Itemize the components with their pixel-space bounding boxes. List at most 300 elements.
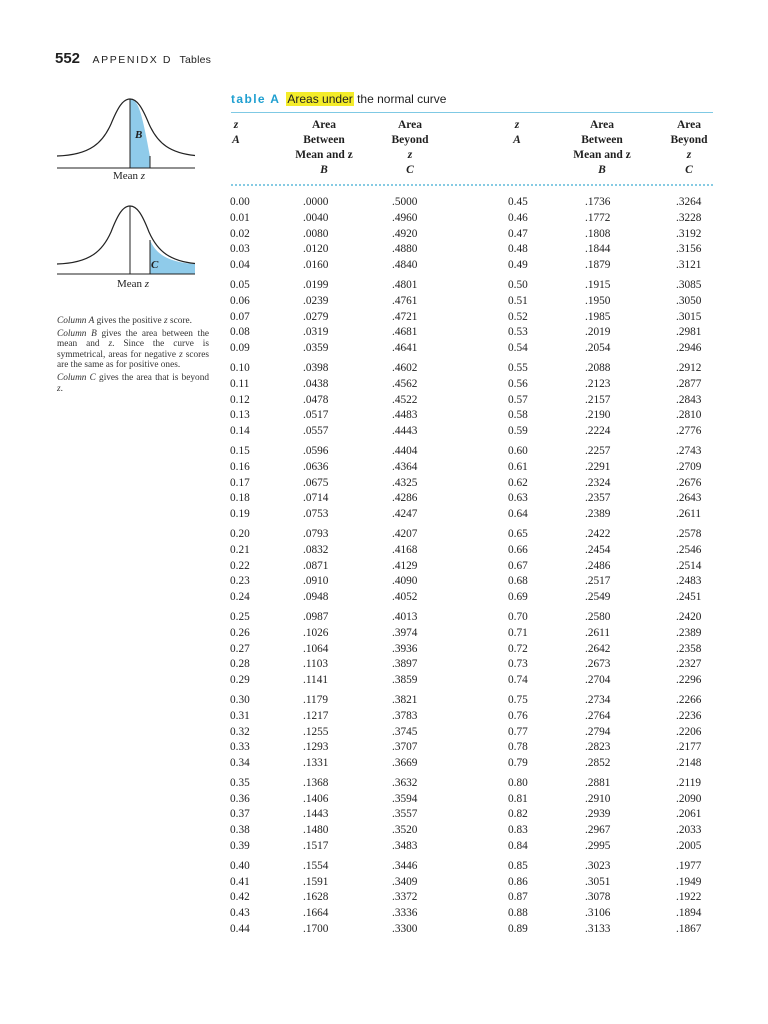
row-group [222,196,714,275]
area-beyond-cell: .3520 [392,824,418,837]
area-between-cell: .0359 [303,342,329,355]
area-beyond-cell: .2912 [676,361,702,374]
note-column-a: Column A gives the positive z score. [57,316,192,326]
area-between-cell: .0398 [303,361,329,374]
area-between-cell: .1141 [303,674,328,687]
area-beyond-cell: .4562 [392,377,418,390]
z-value-cell: 0.74 [508,674,528,687]
z-value-cell: 0.32 [230,725,250,738]
area-between-cell: .1554 [303,859,329,872]
area-between-cell: .0871 [303,559,329,572]
area-between-cell: .2734 [585,693,611,706]
area-between-cell: .1064 [303,642,329,655]
area-between-cell: .0675 [303,476,329,489]
page-number: 552 [55,50,81,67]
area-beyond-cell: .4920 [392,227,418,240]
area-between-cell: .0987 [303,610,329,623]
area-between-cell: .2291 [585,460,611,473]
z-value-cell: 0.12 [230,393,250,406]
table-row [222,528,714,544]
table-row [222,492,714,508]
running-subtitle: Tables [179,54,212,66]
area-between-cell: .2939 [585,808,611,821]
area-beyond-cell: .4721 [392,310,418,323]
row-group [222,611,714,690]
area-between-cell: .2642 [585,642,611,655]
area-beyond-cell: .3707 [392,741,418,754]
area-between-cell: .0557 [303,425,329,438]
z-value-cell: 0.82 [508,808,528,821]
area-beyond-cell: .3632 [392,776,418,789]
area-between-cell: .2054 [585,342,611,355]
table-row [222,461,714,477]
area-beyond-cell: .4801 [392,278,418,291]
normal-curve-area-beyond-diagram [55,196,195,276]
area-beyond-cell: .2946 [676,342,702,355]
z-value-cell: 0.22 [230,559,250,572]
row-group [222,777,714,856]
z-value-cell: 0.80 [508,776,528,789]
z-value-cell: 0.42 [230,891,250,904]
z-value-cell: 0.84 [508,840,528,853]
area-between-cell: .2549 [585,591,611,604]
z-value-cell: 0.40 [230,859,250,872]
table-row [222,793,714,809]
z-value-cell: 0.33 [230,741,250,754]
area-beyond-cell: .4522 [392,393,418,406]
area-between-cell: .0832 [303,543,329,556]
z-value-cell: 0.65 [508,527,528,540]
z-value-cell: 0.57 [508,393,528,406]
table-row [222,891,714,907]
area-beyond-cell: .2877 [676,377,702,390]
table-row [222,694,714,710]
note-column-b: Column B gives the area between the mean and z. Since the curve is symmetrical, areas for negative z scores are the same as for positive ones. [57,328,210,371]
area-beyond-cell: .3446 [392,859,418,872]
area-beyond-cell: .2005 [676,840,702,853]
area-between-cell: .0596 [303,444,329,457]
area-beyond-cell: .2981 [676,326,702,339]
z-value-cell: 0.09 [230,342,250,355]
area-between-cell: .0279 [303,310,329,323]
area-between-cell: .1255 [303,725,329,738]
area-between-cell: .0199 [303,278,329,291]
z-value-cell: 0.59 [508,425,528,438]
area-between-cell: .0000 [303,196,329,208]
area-beyond-cell: .3669 [392,757,418,770]
area-beyond-cell: .2843 [676,393,702,406]
area-between-cell: .1985 [585,310,611,323]
z-value-cell: 0.77 [508,725,528,738]
z-value-cell: 0.02 [230,227,250,240]
area-beyond-cell: .2061 [676,808,702,821]
table-row [222,342,714,358]
area-between-cell: .1700 [303,923,329,936]
z-value-cell: 0.31 [230,709,250,722]
z-value-cell: 0.89 [508,923,528,936]
area-beyond-cell: .3372 [392,891,418,904]
z-value-cell: 0.45 [508,196,528,208]
table-row [222,243,714,259]
table-row [222,425,714,441]
table-row [222,627,714,643]
z-value-cell: 0.11 [230,377,250,390]
area-beyond-cell: .3121 [676,259,702,272]
running-head [55,50,211,68]
col-header-b-right: Area Between Mean and z B [573,119,631,176]
area-between-cell: .2486 [585,559,611,572]
area-between-cell: .1844 [585,243,611,256]
area-beyond-cell: .2090 [676,792,702,805]
area-beyond-cell: .4602 [392,361,418,374]
area-between-cell: .0793 [303,527,329,540]
area-beyond-cell: .3050 [676,294,702,307]
caption-highlight: Areas under [287,92,353,106]
table-row [222,757,714,773]
area-beyond-cell: .3745 [392,725,418,738]
z-value-cell: 0.66 [508,543,528,556]
area-beyond-cell: .4404 [392,444,418,457]
area-between-cell: .3106 [585,907,611,920]
area-between-cell: .1915 [585,278,611,291]
table-row [222,212,714,228]
area-between-cell: .1217 [303,709,329,722]
area-beyond-cell: .4207 [392,527,418,540]
area-between-cell: .2823 [585,741,611,754]
area-between-cell: .2257 [585,444,611,457]
table-row [222,575,714,591]
z-value-cell: 0.17 [230,476,250,489]
table-row [222,710,714,726]
area-beyond-cell: .2266 [676,693,702,706]
area-between-cell: .1179 [303,693,328,706]
area-between-cell: .1879 [585,259,611,272]
area-beyond-cell: .1977 [676,859,702,872]
table-row [222,445,714,461]
area-between-cell: .0080 [303,227,329,240]
area-between-cell: .3078 [585,891,611,904]
area-between-cell: .2190 [585,409,611,422]
area-between-cell: .2910 [585,792,611,805]
area-between-cell: .2794 [585,725,611,738]
area-beyond-cell: .2296 [676,674,702,687]
area-beyond-cell: .2810 [676,409,702,422]
col-header-c-left: Area Beyond z C [391,119,429,176]
z-value-cell: 0.87 [508,891,528,904]
z-value-cell: 0.56 [508,377,528,390]
table-row [222,311,714,327]
z-value-cell: 0.72 [508,642,528,655]
table-row [222,295,714,311]
area-beyond-cell: .2451 [676,591,702,604]
z-value-cell: 0.35 [230,776,250,789]
area-between-cell: .1628 [303,891,329,904]
area-between-cell: .2611 [585,626,610,639]
area-beyond-cell: .2327 [676,658,702,671]
row-group [222,362,714,441]
z-value-cell: 0.44 [230,923,250,936]
area-between-cell: .2995 [585,840,611,853]
area-beyond-cell: .2358 [676,642,702,655]
area-beyond-cell: .3336 [392,907,418,920]
table-row [222,658,714,674]
area-beyond-cell: .3192 [676,227,702,240]
area-between-cell: .1736 [585,196,611,208]
mean-z-label-1: Mean z [113,170,146,182]
area-beyond-cell: .2676 [676,476,702,489]
z-value-cell: 0.63 [508,492,528,505]
z-value-cell: 0.24 [230,591,250,604]
area-beyond-cell: .4090 [392,575,418,588]
area-between-cell: .2123 [585,377,611,390]
table-row [222,326,714,342]
table-row [222,259,714,275]
area-beyond-cell: .2420 [676,610,702,623]
z-value-cell: 0.60 [508,444,528,457]
table-row [222,860,714,876]
area-beyond-cell: .4168 [392,543,418,556]
area-beyond-cell: .2236 [676,709,702,722]
area-between-cell: .2580 [585,610,611,623]
area-between-cell: .2764 [585,709,611,722]
area-between-cell: .1443 [303,808,329,821]
area-beyond-cell: .2514 [676,559,702,572]
area-between-cell: .1368 [303,776,329,789]
area-between-cell: .0478 [303,393,329,406]
z-value-cell: 0.71 [508,626,528,639]
table-row [222,824,714,840]
area-between-cell: .0753 [303,508,329,521]
area-between-cell: .0160 [303,259,329,272]
table-row [222,279,714,295]
table-row [222,674,714,690]
z-value-cell: 0.30 [230,693,250,706]
table-row [222,876,714,892]
area-beyond-cell: .3897 [392,658,418,671]
table-row [222,378,714,394]
z-value-cell: 0.76 [508,709,528,722]
row-group [222,694,714,773]
normal-curve-area-between-diagram [55,90,195,170]
z-value-cell: 0.14 [230,425,250,438]
area-between-cell: .2019 [585,326,611,339]
area-beyond-cell: .4761 [392,294,418,307]
col-header-a-left: z A [232,119,240,146]
area-between-cell: .0120 [303,243,329,256]
z-value-cell: 0.18 [230,492,250,505]
z-value-cell: 0.86 [508,875,528,888]
area-between-cell: .1664 [303,907,329,920]
z-value-cell: 0.78 [508,741,528,754]
z-value-cell: 0.62 [508,476,528,489]
row-group [222,528,714,607]
area-beyond-cell: .1949 [676,875,702,888]
z-value-cell: 0.23 [230,575,250,588]
z-value-cell: 0.49 [508,259,528,272]
area-beyond-cell: .4129 [392,559,418,572]
table-row [222,544,714,560]
table-row [222,362,714,378]
z-value-cell: 0.51 [508,294,528,307]
z-value-cell: 0.20 [230,527,250,540]
area-beyond-cell: .4052 [392,591,418,604]
table-row [222,808,714,824]
area-label-c: C [151,259,159,271]
z-value-cell: 0.06 [230,294,250,307]
area-beyond-cell: .3015 [676,310,702,323]
area-beyond-cell: .2389 [676,626,702,639]
z-value-cell: 0.58 [508,409,528,422]
z-value-cell: 0.39 [230,840,250,853]
area-beyond-cell: .2578 [676,527,702,540]
z-value-cell: 0.81 [508,792,528,805]
col-header-b-left: Area Between Mean and z B [295,119,353,176]
area-between-cell: .0319 [303,326,329,339]
area-beyond-cell: .2033 [676,824,702,837]
area-beyond-cell: .3300 [392,923,418,936]
area-beyond-cell: .2743 [676,444,702,457]
z-value-cell: 0.79 [508,757,528,770]
area-beyond-cell: .3085 [676,278,702,291]
area-beyond-cell: .2776 [676,425,702,438]
z-value-cell: 0.00 [230,196,250,208]
area-beyond-cell: .4247 [392,508,418,521]
table-row [222,741,714,757]
z-value-cell: 0.08 [230,326,250,339]
area-beyond-cell: .2119 [676,776,701,789]
z-value-cell: 0.70 [508,610,528,623]
table-row [222,840,714,856]
z-value-cell: 0.29 [230,674,250,687]
area-beyond-cell: .2148 [676,757,702,770]
area-beyond-cell: .3557 [392,808,418,821]
area-beyond-cell: .2206 [676,725,702,738]
area-beyond-cell: .1894 [676,907,702,920]
z-value-cell: 0.88 [508,907,528,920]
z-value-cell: 0.16 [230,460,250,473]
running-title: APPENIDX D [92,54,173,66]
z-value-cell: 0.21 [230,543,250,556]
row-group [222,279,714,358]
area-between-cell: .2881 [585,776,611,789]
area-between-cell: .1293 [303,741,329,754]
caption-rule [231,112,713,113]
area-beyond-cell: .4443 [392,425,418,438]
z-value-cell: 0.25 [230,610,250,623]
z-value-cell: 0.50 [508,278,528,291]
area-between-cell: .0040 [303,211,329,224]
area-between-cell: .2704 [585,674,611,687]
z-value-cell: 0.55 [508,361,528,374]
mean-z-label-2: Mean z [117,278,150,290]
table-row [222,196,714,212]
z-value-cell: 0.36 [230,792,250,805]
area-beyond-cell: .3859 [392,674,418,687]
z-value-cell: 0.01 [230,211,250,224]
row-group [222,445,714,524]
area-between-cell: .2422 [585,527,611,540]
area-beyond-cell: .1867 [676,923,702,936]
z-value-cell: 0.03 [230,243,250,256]
z-value-cell: 0.10 [230,361,250,374]
area-between-cell: .2852 [585,757,611,770]
z-value-cell: 0.85 [508,859,528,872]
table-row [222,508,714,524]
z-value-cell: 0.52 [508,310,528,323]
area-between-cell: .1772 [585,211,611,224]
area-beyond-cell: .4364 [392,460,418,473]
z-value-cell: 0.07 [230,310,250,323]
z-value-cell: 0.13 [230,409,250,422]
area-between-cell: .1950 [585,294,611,307]
area-between-cell: .1808 [585,227,611,240]
area-between-cell: .2088 [585,361,611,374]
table-row [222,643,714,659]
area-between-cell: .0714 [303,492,329,505]
area-beyond-cell: .4880 [392,243,418,256]
area-between-cell: .2454 [585,543,611,556]
table-label: table A [231,92,281,106]
area-beyond-cell: .4840 [392,259,418,272]
z-value-cell: 0.75 [508,693,528,706]
area-between-cell: .1517 [303,840,329,853]
z-value-cell: 0.34 [230,757,250,770]
z-value-cell: 0.64 [508,508,528,521]
z-value-cell: 0.04 [230,259,250,272]
area-between-cell: .2517 [585,575,611,588]
area-between-cell: .3023 [585,859,611,872]
area-beyond-cell: .2546 [676,543,702,556]
area-beyond-cell: .4641 [392,342,418,355]
area-label-b: B [135,129,143,141]
z-value-cell: 0.05 [230,278,250,291]
note-column-c: Column C gives the area that is beyond z. [57,372,209,394]
area-beyond-cell: .3783 [392,709,418,722]
area-between-cell: .0239 [303,294,329,307]
area-beyond-cell: .3594 [392,792,418,805]
table-row [222,907,714,923]
z-value-cell: 0.61 [508,460,528,473]
z-value-cell: 0.47 [508,227,528,240]
z-value-cell: 0.67 [508,559,528,572]
area-between-cell: .0438 [303,377,329,390]
column-notes [57,316,209,396]
area-beyond-cell: .4325 [392,476,418,489]
area-beyond-cell: .3264 [676,196,702,208]
area-between-cell: .3051 [585,875,611,888]
z-value-cell: 0.37 [230,808,250,821]
area-between-cell: .2157 [585,393,611,406]
table-row [222,477,714,493]
z-value-cell: 0.27 [230,642,250,655]
area-beyond-cell: .3936 [392,642,418,655]
col-header-a-right: z A [513,119,521,146]
area-beyond-cell: .3974 [392,626,418,639]
area-beyond-cell: .4960 [392,211,418,224]
area-between-cell: .1103 [303,658,328,671]
area-beyond-cell: .1922 [676,891,702,904]
area-beyond-cell: .3483 [392,840,418,853]
row-group [222,860,714,939]
caption-rest: the normal curve [353,92,447,106]
area-between-cell: .2224 [585,425,611,438]
area-beyond-cell: .2483 [676,575,702,588]
area-beyond-cell: .3228 [676,211,702,224]
area-between-cell: .0910 [303,575,329,588]
table-row [222,611,714,627]
z-table-body [222,196,714,943]
area-beyond-cell: .2611 [676,508,701,521]
